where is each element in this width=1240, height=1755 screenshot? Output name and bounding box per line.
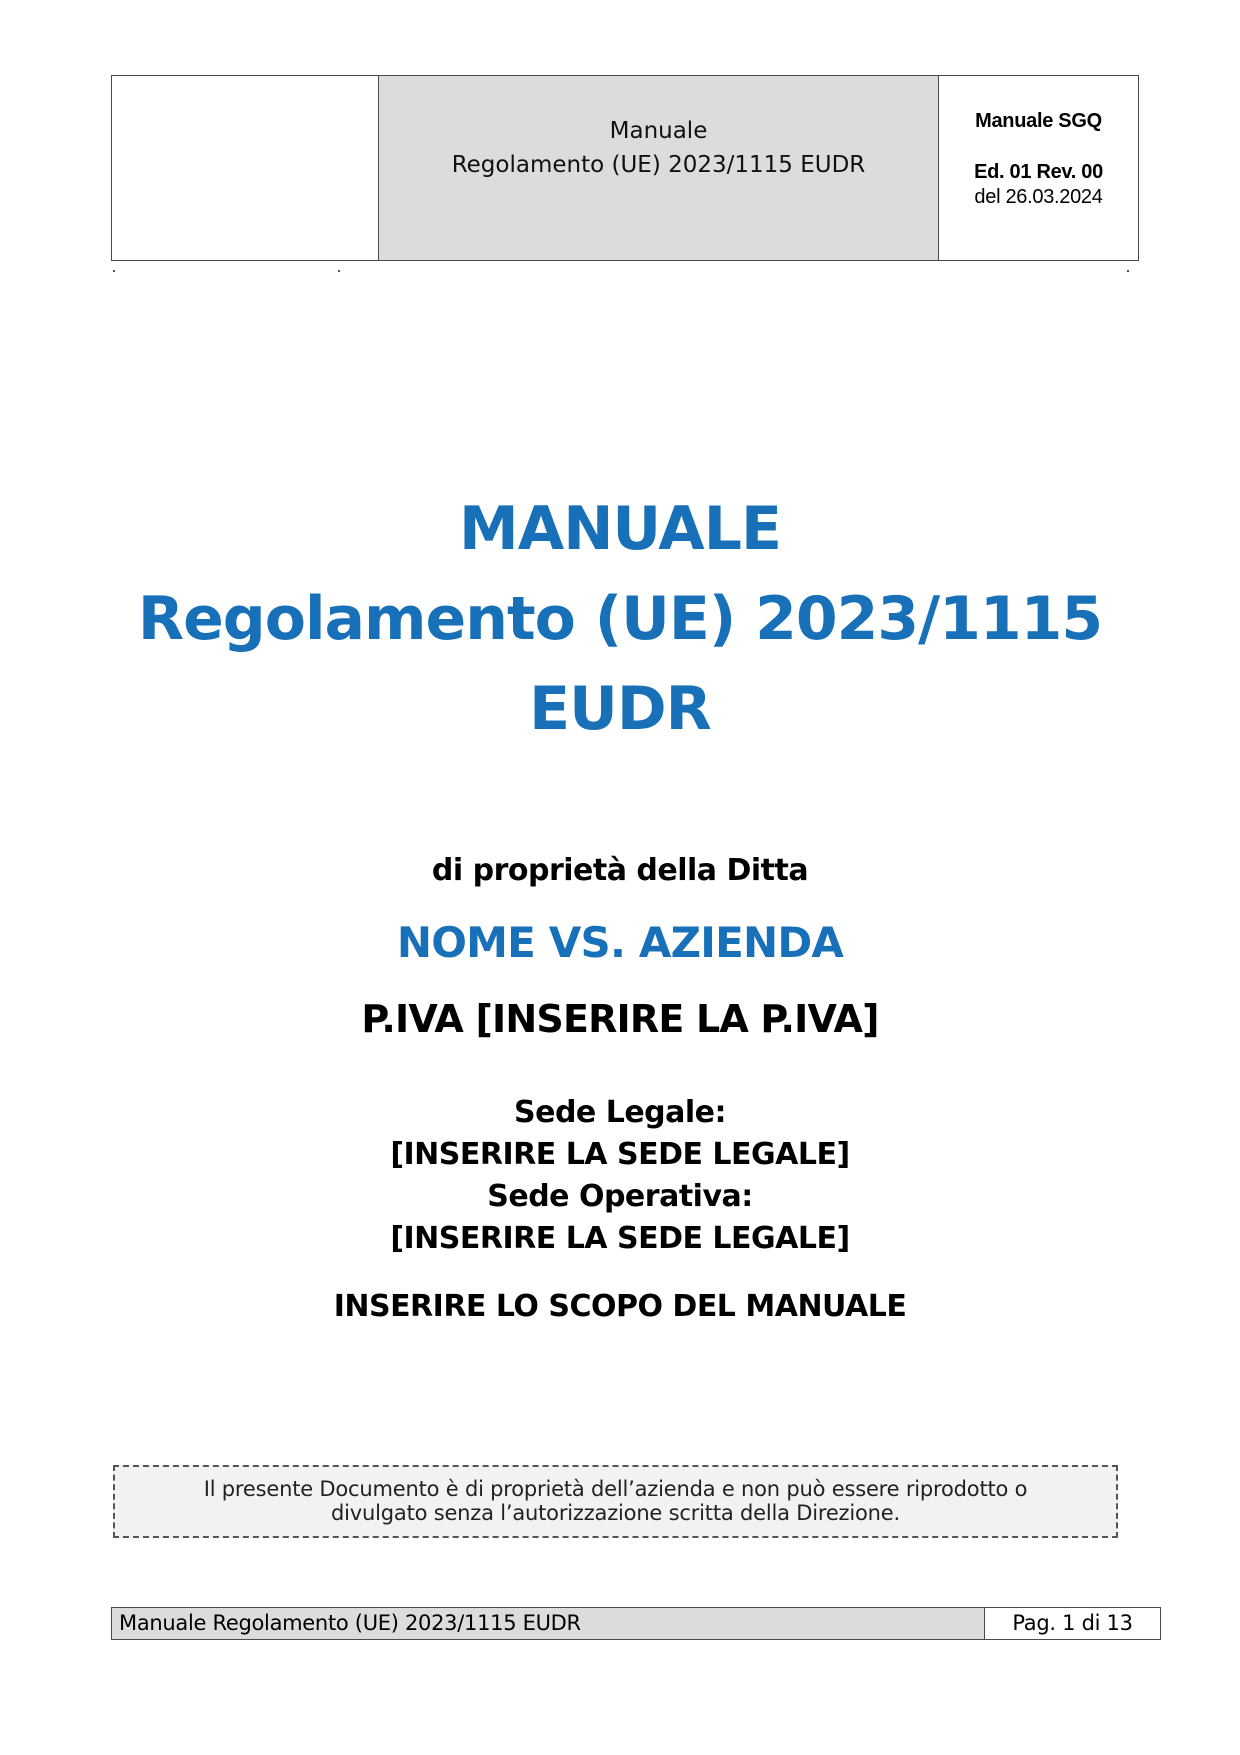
header-title-line2: Regolamento (UE) 2023/1115 EUDR — [451, 152, 866, 178]
cover-title-line3: EUDR — [529, 674, 711, 744]
legal-seat-value: [INSERIRE LA SEDE LEGALE] — [390, 1137, 850, 1172]
dot-marker — [338, 270, 340, 272]
cover-title-line1: MANUALE — [459, 494, 781, 564]
doc-type: Manuale SGQ — [975, 110, 1102, 132]
cover-title — [0, 484, 1240, 754]
page-number: Pag. 1 di 13 — [1012, 1611, 1133, 1635]
disclaimer-line1: Il presente Documento è di proprietà dell’azienda e non può essere riprodotto o — [203, 1477, 1028, 1501]
disclaimer-box — [113, 1465, 1118, 1538]
dot-marker — [1127, 270, 1129, 272]
operational-seat-value: [INSERIRE LA SEDE LEGALE] — [390, 1221, 850, 1256]
edition-revision: Ed. 01 Rev. 00 — [974, 161, 1103, 183]
header-meta-cell — [939, 76, 1138, 260]
legal-seat-label: Sede Legale: — [513, 1095, 727, 1130]
dot-marker — [113, 270, 115, 272]
header-title-line1: Manuale — [609, 118, 708, 144]
cover-title-line2: Regolamento (UE) 2023/1115 — [137, 584, 1103, 654]
operational-seat-label: Sede Operativa: — [487, 1179, 753, 1214]
logo-cell — [112, 76, 379, 260]
company-name: NOME VS. AZIENDA — [396, 918, 844, 967]
addresses-block — [0, 1092, 1240, 1260]
document-footer — [111, 1607, 1161, 1640]
vat-number: P.IVA [INSERIRE LA P.IVA] — [361, 997, 879, 1041]
manual-scope: INSERIRE LO SCOPO DEL MANUALE — [333, 1289, 907, 1324]
edition-date: del 26.03.2024 — [974, 186, 1103, 208]
footer-doc-title: Manuale Regolamento (UE) 2023/1115 EUDR — [112, 1608, 985, 1639]
document-header — [111, 75, 1139, 261]
disclaimer-line2: divulgato senza l’autorizzazione scritta della Direzione. — [331, 1501, 900, 1525]
owner-intro: di proprietà della Ditta — [431, 853, 809, 888]
header-title-cell — [379, 76, 939, 260]
